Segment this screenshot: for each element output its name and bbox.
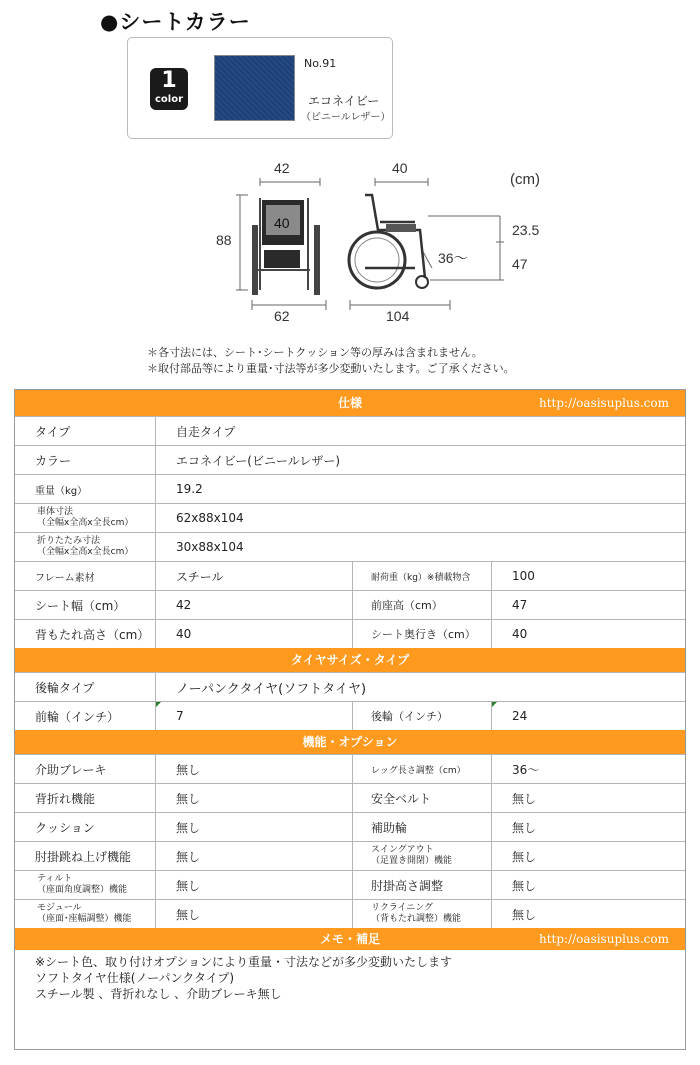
tire-band-title: タイヤサイズ・タイプ	[290, 653, 410, 667]
spec-row-body-size	[15, 503, 685, 532]
front-seat-height-label: 前座高（cm）	[371, 599, 443, 612]
side-top-label: 40	[392, 160, 408, 176]
spec-table	[14, 389, 686, 1050]
arm-height-value: 無し	[512, 878, 537, 893]
fold-size-label	[15, 533, 155, 561]
arm-up-label: 肘掛跳ね上げ機能	[35, 849, 132, 864]
swing-label-2: （足置き開閉）機能	[371, 856, 453, 866]
tilt-label-1: ティルト	[37, 874, 73, 884]
memo-line: ※シート色、取り付けオプションにより重量・寸法などが多少変動いたします	[35, 955, 452, 969]
fold-back-label: 背折れ機能	[35, 791, 96, 806]
color-number: No.91	[304, 57, 337, 70]
body-size-label-1: 車体寸法	[37, 507, 74, 517]
rear-type-label: 後輪タイプ	[35, 680, 95, 695]
memo-text	[15, 950, 685, 1050]
module-label-2: （座面･座幅調整）機能	[37, 914, 132, 924]
armrest-height-label: 23.5	[512, 222, 540, 238]
note-variation: ＊取付部品等により重量･寸法等が多少変動いたします。ご了承ください。	[147, 362, 515, 375]
spec-row-fold-size	[15, 532, 685, 561]
fold-size-value: 30x88x104	[176, 540, 244, 554]
memo-line: ソフトタイヤ仕様(ノーパンクタイプ)	[35, 971, 235, 985]
options-band-title: 機能・オプション	[302, 735, 398, 749]
color-value: エコネイビー(ビニールレザー)	[176, 453, 341, 468]
tire-band	[15, 648, 685, 672]
brake-value: 無し	[176, 762, 201, 777]
spec-row-seat-width	[15, 590, 685, 619]
spec-row-wheels	[15, 701, 685, 730]
type-value: 自走タイプ	[176, 424, 236, 439]
type-label: タイプ	[35, 424, 71, 439]
fold-size-label-1: 折りたたみ寸法	[37, 536, 101, 546]
dimension-diagram	[200, 150, 570, 330]
front-seat-height-value: 47	[512, 598, 528, 612]
total-width-label: 62	[274, 308, 290, 324]
page-title: ●シートカラー	[100, 10, 251, 34]
leg-adjust-value: 36～	[512, 762, 540, 777]
spec-row-weight	[15, 474, 685, 503]
weight-value: 19.2	[176, 482, 203, 496]
leg-length-label: 36～	[438, 250, 468, 266]
cushion-value: 無し	[176, 820, 201, 835]
rear-type-value: ノーパンクタイヤ(ソフトタイヤ)	[176, 681, 367, 697]
reclining-value: 無し	[512, 907, 537, 922]
note-thickness: ＊各寸法には、シート･シートクッション等の厚みは含まれません。	[147, 346, 483, 359]
front-wheel-value: 7	[176, 709, 184, 723]
seat-height-label: 47	[512, 256, 528, 272]
memo-band-title: メモ・補足	[319, 932, 380, 946]
swing-label	[353, 842, 491, 870]
spec-row-tilt	[15, 870, 685, 899]
length-label: 104	[386, 308, 410, 324]
spec-row-arm-up	[15, 841, 685, 870]
body-size-label	[15, 504, 155, 532]
aux-wheel-label: 補助輪	[371, 820, 408, 835]
frame-label: フレーム素材	[35, 572, 95, 584]
front-width-label: 42	[274, 160, 290, 176]
arm-up-value: 無し	[176, 849, 201, 864]
spec-row-frame	[15, 561, 685, 590]
brake-label: 介助ブレーキ	[35, 762, 107, 777]
seat-width-label: シート幅（cm）	[35, 598, 126, 613]
seat-color-panel	[127, 37, 393, 139]
load-value: 100	[512, 569, 535, 583]
arm-height-label: 肘掛高さ調整	[371, 878, 444, 893]
spec-row-cushion	[15, 812, 685, 841]
seat-width-label: 40	[274, 215, 290, 231]
back-height-label: 背もたれ高さ（cm）	[35, 627, 150, 642]
rear-wheel-value: 24	[512, 709, 528, 723]
frame-value: スチール	[176, 569, 224, 584]
color-count-badge	[150, 68, 188, 110]
cushion-label: クッション	[35, 820, 95, 835]
tilt-label-2: （座面角度調整）機能	[37, 885, 128, 895]
options-band	[15, 730, 685, 754]
fold-back-value: 無し	[176, 791, 201, 806]
leg-adjust-label: レッグ長さ調整（cm）	[371, 765, 466, 776]
reclining-label-1: リクライニング	[371, 903, 434, 913]
rear-wheel-label: 後輪（インチ）	[371, 710, 448, 723]
spec-row-color	[15, 445, 685, 474]
tilt-label	[15, 871, 155, 899]
seat-width-value: 42	[176, 598, 192, 612]
color-material: （ビニールレザー）	[301, 112, 391, 123]
unit-label: (cm)	[510, 171, 540, 188]
height-label: 88	[216, 232, 232, 248]
badge-number: 1	[161, 68, 177, 93]
site-url: http://oasisuplus.com	[539, 396, 669, 410]
swing-label-1: スイングアウト	[371, 845, 434, 855]
spec-row-brake	[15, 754, 685, 783]
site-url-2: http://oasisuplus.com	[539, 932, 669, 946]
belt-value: 無し	[512, 791, 537, 806]
module-label	[15, 900, 155, 928]
memo-band	[15, 928, 685, 950]
aux-wheel-value: 無し	[512, 820, 537, 835]
belt-label: 安全ベルト	[371, 791, 432, 806]
spec-row-fold-back	[15, 783, 685, 812]
spec-band	[15, 390, 685, 416]
tilt-value: 無し	[176, 878, 201, 893]
spec-band-title: 仕様	[337, 396, 362, 410]
spec-row-back-height	[15, 619, 685, 648]
weight-label: 重量（kg）	[35, 485, 88, 497]
spec-row-module	[15, 899, 685, 928]
module-value: 無し	[176, 907, 201, 922]
badge-label: color	[154, 94, 184, 105]
reclining-label	[353, 900, 491, 928]
seat-depth-label: シート奥行き（cm）	[371, 628, 476, 641]
load-label: 耐荷重（kg）※積載物含	[371, 572, 471, 583]
front-wheel-label: 前輪（インチ）	[35, 709, 120, 724]
body-size-value: 62x88x104	[176, 511, 244, 525]
color-label: カラー	[35, 453, 72, 468]
fold-size-label-2: （全幅x全高x全長cm）	[37, 547, 134, 557]
spec-row-rear-type	[15, 672, 685, 701]
memo-line: スチール製 、背折れなし 、介助ブレーキ無し	[35, 987, 282, 1001]
back-height-value: 40	[176, 627, 192, 641]
color-swatch	[214, 55, 295, 121]
spec-row-type	[15, 416, 685, 445]
color-name: エコネイビー	[308, 94, 380, 108]
swing-value: 無し	[512, 849, 537, 864]
body-size-label-2: （全幅x全高x全長cm）	[37, 518, 134, 528]
module-label-1: モジュール	[37, 903, 82, 913]
reclining-label-2: （背もたれ調整）機能	[371, 914, 462, 924]
notes	[147, 345, 515, 377]
seat-depth-value: 40	[512, 627, 528, 641]
